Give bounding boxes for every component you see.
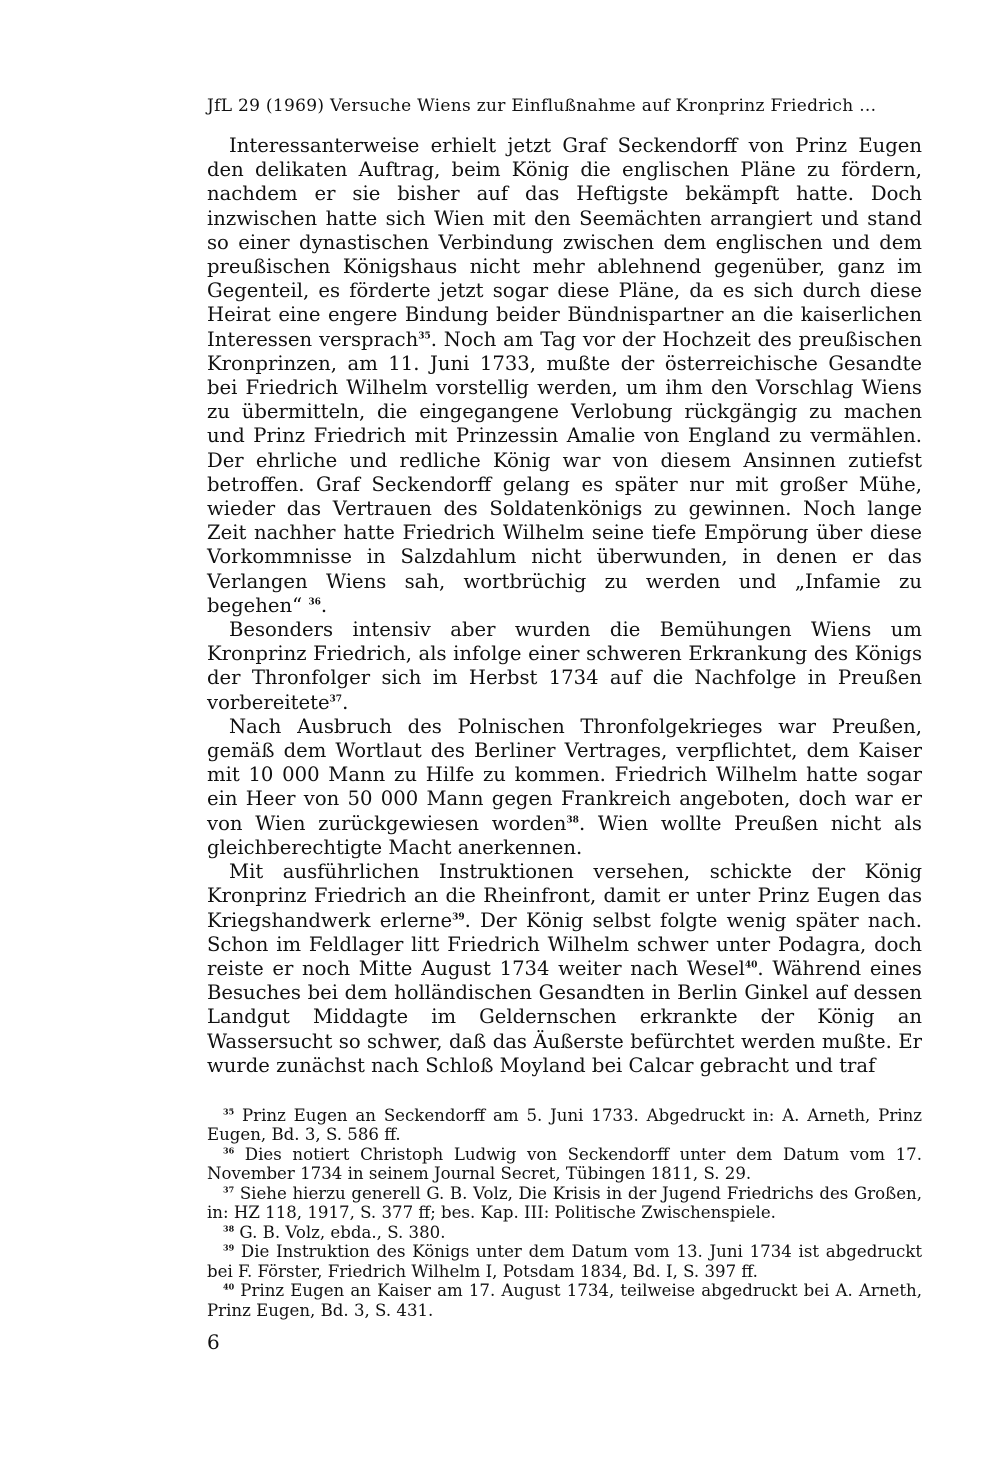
body-text-run: . bbox=[320, 593, 328, 617]
footnote bbox=[207, 1223, 922, 1243]
body-paragraph bbox=[207, 715, 922, 860]
body-text-run: . Noch am Tag vor der Hochzeit des preußischen Kronprinzen, am 11. Juni 1733, mußte der österreichische Gesandte bei Friedrich Wilhelm vorstellig werden, um ihm den Vorschlag Wiens zu übermitteln, die eingegangene Verlobung rückgängig zu machen und Prinz Friedrich mit Prinzessin Amalie von England zu vermählen. Der ehrliche und redliche König war von diesem Ansinnen zutiefst betroffen. Graf Seckendorff gelang es später nur mit großer Mühe, wieder das Vertrauen des Soldatenkönigs zu gewinnen. Noch lange Zeit nachher hatte Friedrich Wilhelm seine tiefe Empörung über diese Vorkommnisse in Salzdahlum nicht überwunden, in denen er das Verlangen Wiens sah, wortbrüchig zu werden und „Infamie zu begehen“ bbox=[207, 327, 922, 617]
body-text-run: . bbox=[342, 690, 349, 714]
footnote-number: 38 bbox=[223, 1223, 235, 1234]
body-paragraph bbox=[207, 860, 922, 1078]
document-page bbox=[207, 96, 922, 1320]
footnote-reference[interactable]: 39 bbox=[452, 911, 465, 922]
body-text-run: . Während eines Besuches bei dem holländischen Gesandten in Berlin Ginkel auf dessen Landgut Middagte im Geldernschen erkrankte der König an Wassersucht so schwer, daß das Äußerste befürchtet werden mußte. Er wurde zunächst nach Schloß Moyland bei Calcar gebracht und traf bbox=[207, 956, 922, 1077]
footnote-reference[interactable]: 37 bbox=[329, 694, 343, 705]
footnote bbox=[207, 1106, 922, 1145]
body-text-run: . Wien wollte Preußen nicht als gleichberechtigte Macht anerkennen. bbox=[207, 811, 922, 859]
footnote-reference[interactable]: 40 bbox=[744, 960, 758, 971]
page-number: 6 bbox=[207, 1330, 220, 1354]
footnote-number: 36 bbox=[223, 1145, 235, 1156]
footnote bbox=[207, 1242, 922, 1281]
footnote-text: G. B. Volz, ebda., S. 380. bbox=[239, 1222, 446, 1242]
footnote-reference[interactable]: 38 bbox=[566, 815, 579, 826]
footnote-text: Prinz Eugen an Kaiser am 17. August 1734, teilweise abgedruckt bei A. Arneth, Prinz Eugen, Bd. 3, S. 431. bbox=[207, 1281, 922, 1320]
body-text-run: . Der König selbst folgte wenig später nach. Schon im Feldlager litt Friedrich Wilhelm schwer unter Podagra, doch reiste er noch Mitte August 1734 weiter nach Wesel bbox=[207, 908, 922, 980]
footnote-text: Dies notiert Christoph Ludwig von Seckendorff unter dem Datum vom 17. November 1734 in seinem Journal Secret, Tübingen 1811, S. 29. bbox=[207, 1144, 923, 1184]
body-paragraph bbox=[207, 134, 922, 618]
footnote bbox=[207, 1145, 922, 1184]
footnote-text: Siehe hierzu generell G. B. Volz, Die Krisis in der Jugend Friedrichs des Großen, in: HZ 118, 1917, S. 377 ff; bes. Kap. III: Politische Zwischenspiele. bbox=[207, 1183, 922, 1223]
body-text-run: Interessanterweise erhielt jetzt Graf Seckendorff von Prinz Eugen den delikaten Auftrag, beim König die englischen Pläne zu fördern, nachdem er sie bisher auf das Heftigste bekämpft hatte. Doch inzwischen hatte sich Wien mit den Seemächten arrangiert und stand so einer dynastischen Verbindung zwischen dem englischen und dem preußischen Königshaus nicht mehr ablehnend gegenüber, ganz im Gegenteil, es förderte jetzt sogar diese Pläne, da es sich durch diese Heirat eine engere Bindung beider Bündnispartner an die kaiserlichen Interessen versprach bbox=[207, 134, 922, 351]
footnote bbox=[207, 1281, 922, 1320]
footnote-reference[interactable]: 35 bbox=[418, 331, 431, 342]
footnote-text: Prinz Eugen an Seckendorff am 5. Juni 1733. Abgedruckt in: A. Arneth, Prinz Eugen, Bd. 3, S. 586 ff. bbox=[207, 1105, 922, 1145]
footnote-reference[interactable]: 36 bbox=[308, 597, 321, 608]
footnote-number: 35 bbox=[223, 1106, 235, 1117]
footnote bbox=[207, 1184, 922, 1223]
body-text-run: Nach Ausbruch des Polnischen Thronfolgekrieges war Preußen, gemäß dem Wortlaut des Berliner Vertrages, verpflichtet, dem Kaiser mit 10 000 Mann zu Hilfe zu kommen. Friedrich Wilhelm hatte sogar ein Heer von 50 000 Mann gegen Frankreich angeboten, doch war er von Wien zurückgewiesen worden bbox=[207, 714, 922, 835]
body-text-run: Besonders intensiv aber wurden die Bemühungen Wiens um Kronprinz Friedrich, als infolge einer schweren Erkrankung des Königs der Thronfolger sich im Herbst 1734 auf die Nachfolge in Preußen vorbereitete bbox=[207, 618, 922, 714]
body-paragraph bbox=[207, 618, 922, 715]
body-text bbox=[207, 134, 922, 1078]
footnotes bbox=[207, 1106, 922, 1321]
body-text-run: Mit ausführlichen Instruktionen versehen, schickte der König Kronprinz Friedrich an die Rheinfront, damit er unter Prinz Eugen das Kriegshandwerk erlerne bbox=[207, 860, 922, 932]
footnote-text: Die Instruktion des Königs unter dem Datum vom 13. Juni 1734 ist abgedruckt bei F. Förster, Friedrich Wilhelm I, Potsdam 1834, Bd. I, S. 397 ff. bbox=[207, 1242, 923, 1281]
footnote-number: 37 bbox=[223, 1184, 235, 1195]
footnote-number: 39 bbox=[223, 1242, 235, 1253]
running-header: JfL 29 (1969) Versuche Wiens zur Einflußnahme auf Kronprinz Friedrich ... bbox=[207, 96, 877, 116]
footnote-number: 40 bbox=[223, 1281, 235, 1292]
